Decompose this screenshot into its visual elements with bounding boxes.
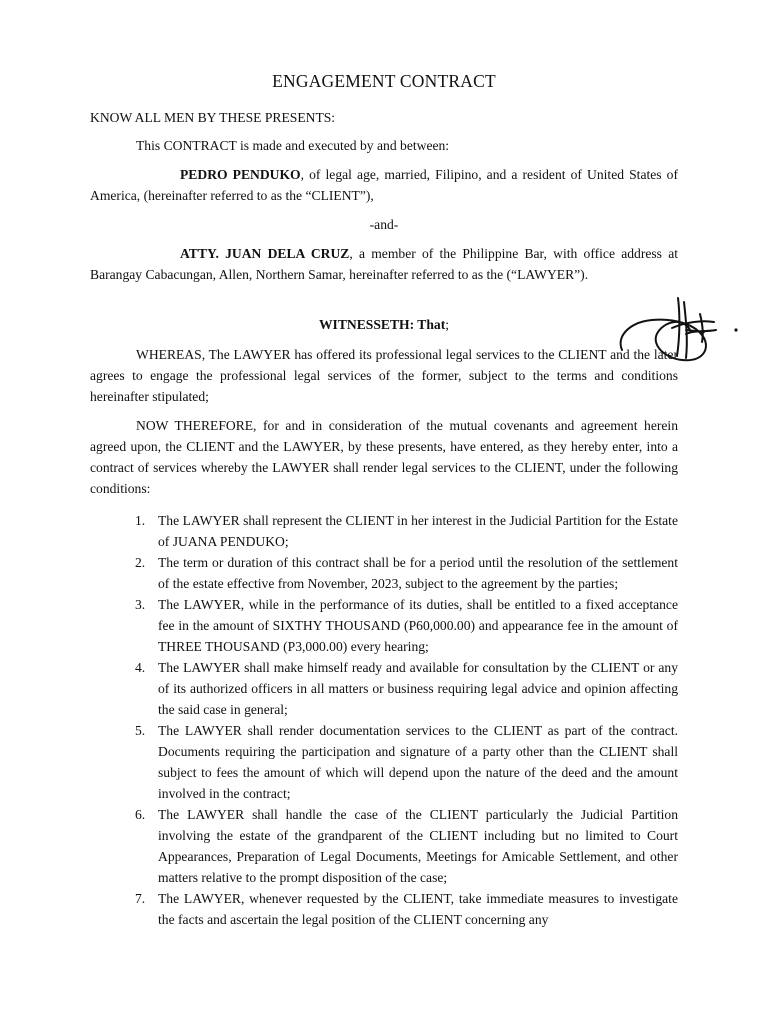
condition-item: 6. The LAWYER shall handle the case of the CLIENT particularly the Judicial Partition involving the estate of the grandparent of the CLIENT including but no limited to Court Appearances, Preparation of Legal Documents, Meetings for Amicable Settlement, and other matters relative to the prompt disposition of the case; [135, 807, 678, 885]
document-title: ENGAGEMENT CONTRACT [272, 71, 496, 91]
client-party-paragraph [90, 164, 678, 206]
signature-dot [734, 328, 737, 331]
lawyer-party-paragraph [90, 243, 678, 285]
lawyer-name: ATTY. JUAN DELA CRUZ [180, 246, 350, 261]
conditions-list [135, 510, 678, 930]
client-name: PEDRO PENDUKO [180, 167, 301, 182]
and-separator: -and- [369, 217, 399, 232]
whereas-clause: WHEREAS, The LAWYER has offered its professional legal services to the CLIENT and the later agrees to engage the professional legal services of the former, subject to the terms and conditions hereinafter stipulated; [90, 347, 678, 404]
condition-item: 2. The term or duration of this contract shall be for a period until the resolution of the settlement of the estate effective from November, 2023, subject to the agreement by the parties; [135, 555, 678, 591]
lawyer-description: , a member of the Philippine Bar, with office address at Barangay Cabacungan, Allen, Northern Samar, hereinafter referred to as the (“LAWYER”). [90, 246, 679, 282]
condition-item: 4. The LAWYER shall make himself ready and available for consultation by the CLIENT or any of its authorized officers in all matters or business requiring legal advice and opinion affecting the said case in general; [135, 660, 678, 717]
condition-item: 1. The LAWYER shall represent the CLIENT in her interest in the Judicial Partition for the Estate of JUANA PENDUKO; [135, 513, 678, 549]
now-therefore-clause: NOW THEREFORE, for and in consideration of the mutual covenants and agreement herein agreed upon, the CLIENT and the LAWYER, by these presents, have entered, as they hereby enter, into a contract of services whereby the LAWYER shall render legal services to the CLIENT, under the following conditions: [90, 418, 678, 496]
intro-paragraph: This CONTRACT is made and executed by and between: [136, 138, 450, 153]
witnesseth-heading: WITNESSETH: That; [318, 317, 450, 332]
condition-item: 3. The LAWYER, while in the performance of its duties, shall be entitled to a fixed acceptance fee in the amount of SIXTHY THOUSAND (P60,000.00) and appearance fee in the amount of THREE THOUSAND (P3,000.00) every hearing; [135, 597, 678, 654]
preamble: KNOW ALL MEN BY THESE PRESENTS: [90, 110, 336, 125]
condition-item: 7. The LAWYER, whenever requested by the CLIENT, take immediate measures to investigate the facts and ascertain the legal position of the CLIENT concerning any [135, 891, 678, 927]
client-description: , of legal age, married, Filipino, and a resident of United States of America, (hereinafter referred to as the “CLIENT”), [90, 167, 678, 203]
handwritten-signature [612, 292, 742, 372]
condition-item: 5. The LAWYER shall render documentation services to the CLIENT as part of the contract. Documents requiring the participation and signature of a party other than the CLIENT shall subject to fees the amount of which will depend upon the nature of the deed and the amount involved in the contract; [135, 723, 678, 801]
